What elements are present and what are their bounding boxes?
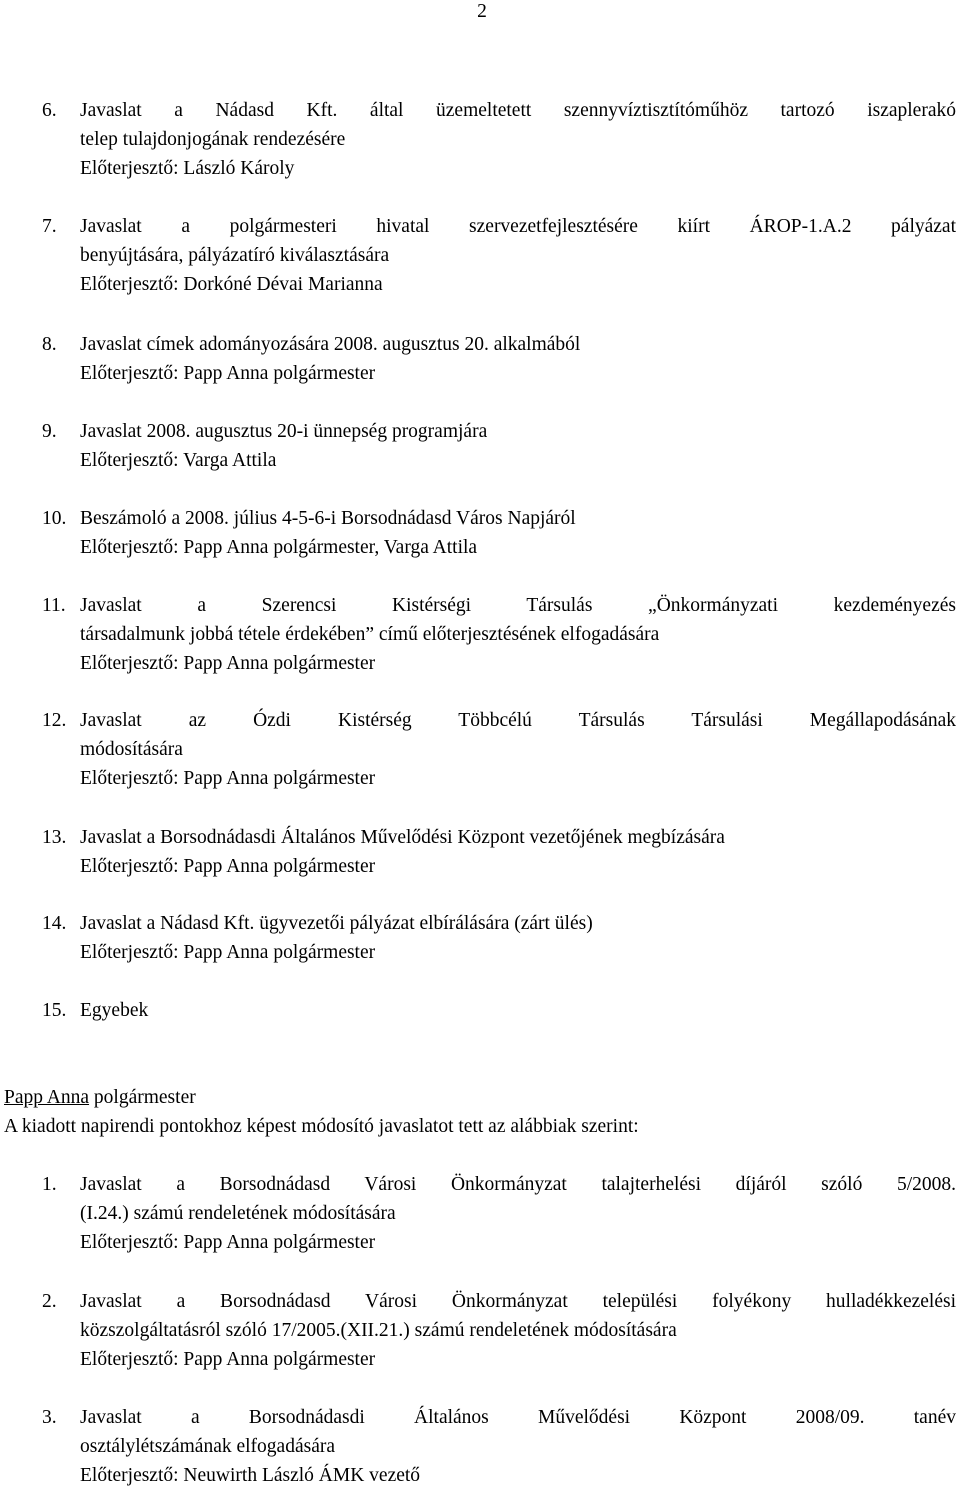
item-number: 11.	[42, 595, 66, 616]
item-title-line: Javaslat a Borsodnádasd Városi Önkormányzat talajterhelési díjáról szóló 5/2008.	[80, 1174, 956, 1195]
agenda-item	[42, 417, 956, 475]
item-number: 8.	[42, 334, 57, 355]
item-number: 15.	[42, 1000, 67, 1021]
agenda-item	[42, 823, 956, 881]
item-title-line: Javaslat a Nádasd Kft. által üzemeltetett szennyvíztisztítóműhöz tartozó iszaplerakó	[80, 100, 956, 121]
speaker-line	[4, 1087, 196, 1108]
agenda-item	[42, 591, 956, 678]
item-number: 6.	[42, 100, 57, 121]
item-presenter: Előterjesztő: Papp Anna polgármester	[80, 942, 376, 963]
agenda-item	[42, 706, 956, 793]
item-title-line: Javaslat az Ózdi Kistérség Többcélú Társulás Társulási Megállapodásának	[80, 710, 956, 731]
item-presenter: Előterjesztő: Papp Anna polgármester	[80, 856, 376, 877]
item-presenter: Előterjesztő: Papp Anna polgármester, Varga Attila	[80, 537, 478, 558]
item-presenter: Előterjesztő: Papp Anna polgármester	[80, 1232, 376, 1253]
statement-block	[4, 1083, 954, 1141]
item-title-line: Javaslat a Borsodnádasdi Általános Művelődési Központ 2008/09. tanév	[80, 1407, 956, 1428]
statement-text: A kiadott napirendi pontokhoz képest módosító javaslatot tett az alábbiak szerint:	[4, 1116, 639, 1137]
item-number: 10.	[42, 508, 67, 529]
item-title-line: közszolgáltatásról szóló 17/2005.(XII.21.) számú rendeletének módosítására	[80, 1320, 677, 1341]
item-presenter: Előterjesztő: Papp Anna polgármester	[80, 363, 376, 384]
agenda-item	[42, 212, 956, 299]
agenda-item	[42, 96, 956, 183]
amended-item	[42, 1170, 956, 1257]
item-number: 14.	[42, 913, 67, 934]
item-title-line: Egyebek	[80, 1000, 149, 1021]
amended-item	[42, 1403, 956, 1490]
item-presenter: Előterjesztő: Varga Attila	[80, 450, 277, 471]
item-number: 7.	[42, 216, 57, 237]
item-title-line: Javaslat a Nádasd Kft. ügyvezetői pályázat elbírálására (zárt ülés)	[80, 913, 593, 934]
item-title-line: módosítására	[80, 739, 183, 760]
agenda-item	[42, 996, 956, 1025]
agenda-item	[42, 504, 956, 562]
item-title-line: Javaslat a Borsodnádasdi Általános Művelődési Központ vezetőjének megbízására	[80, 827, 725, 848]
item-presenter: Előterjesztő: Papp Anna polgármester	[80, 653, 376, 674]
item-presenter: Előterjesztő: Papp Anna polgármester	[80, 768, 376, 789]
item-title-line: osztálylétszámának elfogadására	[80, 1436, 335, 1457]
item-number: 3.	[42, 1407, 57, 1428]
item-number: 13.	[42, 827, 67, 848]
item-title-line: Javaslat a Borsodnádasd Városi Önkormányzat települési folyékony hulladékkezelési	[80, 1291, 956, 1312]
item-title-line: Javaslat a Szerencsi Kistérségi Társulás „Önkormányzati kezdeményezés	[80, 595, 956, 616]
speaker-name: Papp Anna	[4, 1087, 90, 1108]
item-number: 12.	[42, 710, 67, 731]
item-presenter: Előterjesztő: Dorkóné Dévai Marianna	[80, 274, 383, 295]
item-number: 2.	[42, 1291, 57, 1312]
page-number: 2	[477, 1, 487, 22]
item-title-line: Javaslat címek adományozására 2008. augusztus 20. alkalmából	[80, 334, 581, 355]
speaker-title: polgármester	[89, 1087, 196, 1108]
item-title-line: benyújtására, pályázatíró kiválasztására	[80, 245, 390, 266]
item-title-line: Beszámoló a 2008. július 4-5-6-i Borsodnádasd Város Napjáról	[80, 508, 576, 529]
item-title-line: társadalmunk jobbá tétele érdekében” című előterjesztésének elfogadására	[80, 624, 660, 645]
item-presenter: Előterjesztő: László Károly	[80, 158, 295, 179]
item-presenter: Előterjesztő: Neuwirth László ÁMK vezető	[80, 1465, 421, 1486]
item-title-line: telep tulajdonjogának rendezésére	[80, 129, 346, 150]
agenda-item	[42, 909, 956, 967]
item-presenter: Előterjesztő: Papp Anna polgármester	[80, 1349, 376, 1370]
item-number: 9.	[42, 421, 57, 442]
agenda-item	[42, 330, 956, 388]
item-number: 1.	[42, 1174, 57, 1195]
item-title-line: Javaslat 2008. augusztus 20-i ünnepség programjára	[80, 421, 488, 442]
item-title-line: Javaslat a polgármesteri hivatal szervezetfejlesztésére kiírt ÁROP-1.A.2 pályázat	[80, 216, 956, 237]
item-title-line: (I.24.) számú rendeletének módosítására	[80, 1203, 396, 1224]
amended-item	[42, 1287, 956, 1374]
